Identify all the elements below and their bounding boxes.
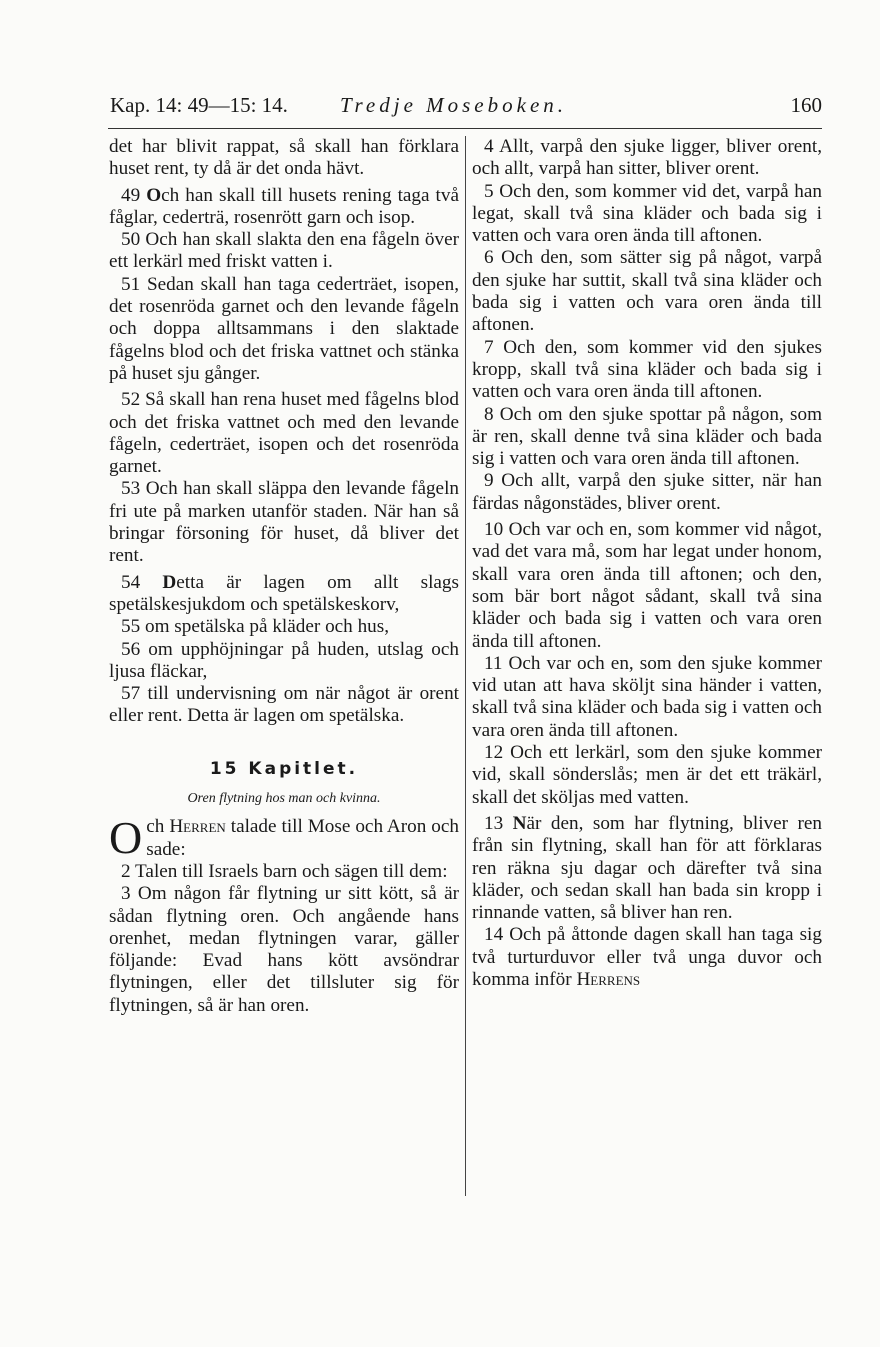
running-header [110, 93, 822, 125]
book-title: Tredje Moseboken. [340, 93, 568, 117]
verse-continuation: det har blivit rappat, så skall han förklara huset rent, ty då är det onda hävt. [109, 136, 459, 180]
verse-initial: D [162, 571, 177, 593]
verse-52: 52 Så skall han rena huset med fågelns blod och det friska vattnet och med den levande fågeln, cederträet, isopen och det rosenröda garnet. [109, 389, 459, 478]
verse-10: 10 Och var och en, som kommer vid något, vad det vara må, som har legat under honom, skall vara oren ända till aftonen; och den, som bär bort något sådant, skall två sina kläder och bada sig i vatten och vara oren ända till aftonen. [472, 519, 822, 652]
verse-55: 55 om spetälska på kläder och hus, [121, 616, 390, 638]
verse-54 [109, 572, 459, 617]
verse-text: 14 Och på åttonde dagen skall han taga sig två turturduvor eller två unga duvor och komma inför [472, 924, 822, 990]
chapter-heading: 15 Kapitlet. [209, 758, 359, 779]
verse-11: 11 Och var och en, som den sjuke kommer vid utan att hava sköljt sina händer i vatten, skall två sina kläder och bada sig i vatten och vara oren ända till aftonen. [472, 652, 822, 741]
verse-12: 12 Och ett lerkärl, som den sjuke kommer vid, skall sönderslås; men är det ett träkärl, skall det sköljas med vatten. [472, 742, 822, 808]
verse-text: talade till Mose och Aron och sade: [146, 816, 460, 860]
verse-1 [109, 812, 460, 864]
verse-57: 57 till undervisning om när något är orent eller rent. Detta är lagen om spetälska. [109, 683, 459, 727]
verse-text: ch [146, 816, 165, 838]
verse-13 [472, 813, 822, 924]
verse-50: 50 Och han skall slakta den ena fågeln över ett lerkärl med friskt vatten i. [109, 229, 459, 273]
left-column [109, 136, 459, 1017]
verse-7: 7 Och den, som kommer vid den sjukes kropp, skall två sina kläder och bada sig i vatten och vara oren ända till aftonen. [472, 336, 822, 403]
verse-14 [472, 924, 822, 991]
verse-51: 51 Sedan skall han taga cederträet, isopen, det rosenröda garnet och den levande fågeln och doppa alltsammans i den slaktade fågelns blod och det friska vattnet och stänka på huset sju gånger. [109, 273, 459, 384]
verse-56: 56 om upphöjningar på huden, utslag och ljusa fläckar, [109, 638, 459, 682]
verse-text: ch han skall till husets rening taga två fåglar, cederträ, rosenrött garn och isop. [109, 184, 459, 228]
right-column [472, 136, 822, 991]
verse-initial: N [512, 812, 527, 834]
column-divider [465, 136, 466, 1196]
drop-cap: O [109, 812, 143, 864]
lord-small-caps: Herrens [576, 968, 641, 990]
verse-text: är den, som har flytning, bliver ren från sin flytning, skall han för att förklaras ren räkna sju dagar och därefter två sina kläder, och sedan skall han bada sin kropp i rinnande vatten, så bliver han ren. [472, 812, 823, 924]
verse-number: 54 [121, 571, 141, 593]
verse-text: etta är lagen om allt slags spetälskesjukdom och spetälskeskorv, [109, 571, 459, 615]
verse-2: 2 Talen till Israels barn och sägen till dem: [121, 860, 448, 882]
lord-small-caps: Herren [169, 816, 226, 838]
verse-initial: O [146, 184, 162, 206]
verse-3: 3 Om någon får flytning ur sitt kött, så är sådan flytning oren. Och angående hans orenhet, medan flytningen varar, gäller följande: Evad hans kött avsöndrar flytningen, eller det tillsluter sig för flytningen, så är han oren. [109, 883, 459, 1016]
chapter-verse-reference: Kap. 14: 49—15: 14. [110, 93, 288, 117]
page-number: 160 [790, 93, 822, 117]
verse-number: 13 [484, 812, 504, 834]
verse-number: 49 [121, 184, 141, 206]
verse-4: 4 Allt, varpå den sjuke ligger, bliver orent, och allt, varpå han sitter, bliver orent. [472, 136, 822, 180]
verse-9: 9 Och allt, varpå den sjuke sitter, när han färdas någonstädes, bliver orent. [472, 470, 822, 514]
verse-6: 6 Och den, som sätter sig på något, varpå den sjuke har suttit, skall två sina kläder och bada sig i vatten och vara oren ända till aftonen. [472, 247, 822, 336]
header-rule [108, 128, 822, 129]
verse-49 [109, 185, 459, 230]
verse-53: 53 Och han skall släppa den levande fågeln fri ute på marken utanför staden. När han så bringar försoning för huset, då bliver det rent. [109, 478, 459, 567]
verse-5: 5 Och den, som kommer vid det, varpå han legat, skall två sina kläder och bada sig i vatten och vara oren ända till aftonen. [472, 180, 822, 247]
verse-8: 8 Och om den sjuke spottar på någon, som är ren, skall denne två sina kläder och bada sig i vatten och vara oren ända till aftonen. [472, 403, 822, 470]
chapter-summary: Oren flytning hos man och kvinna. [187, 791, 381, 807]
